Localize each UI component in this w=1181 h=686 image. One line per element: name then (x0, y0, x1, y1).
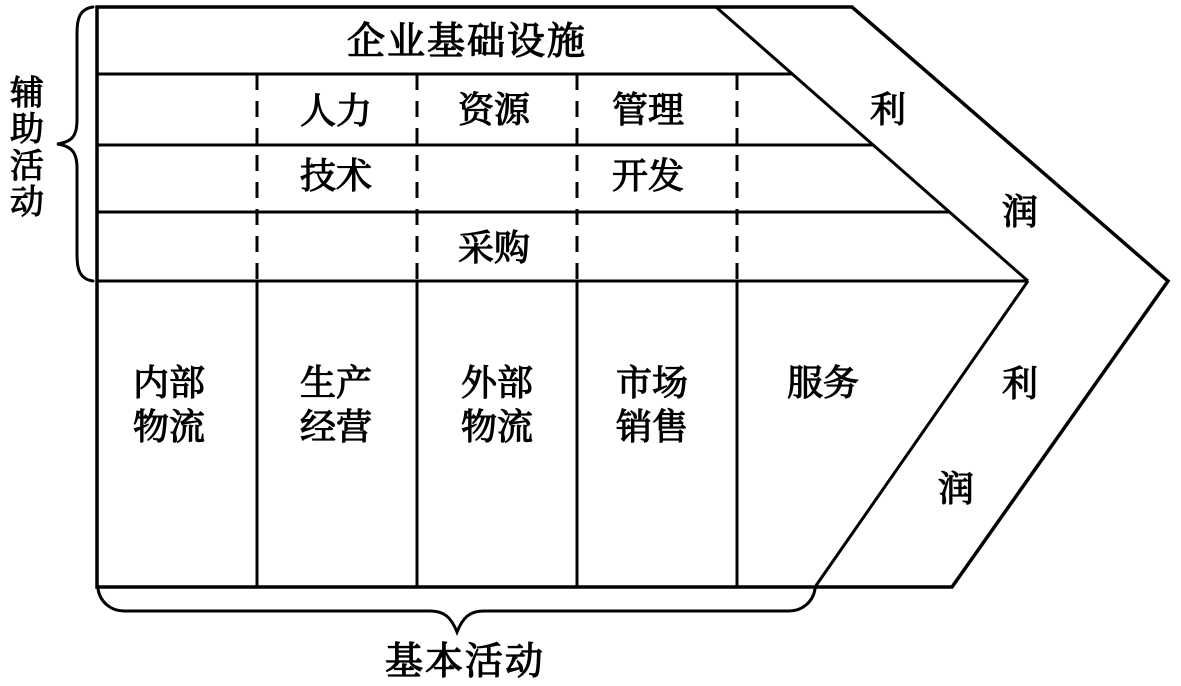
cell-inbound-logistics-line2: 物流 (132, 407, 206, 447)
cell-marketing-line2: 销售 (615, 407, 689, 447)
margin-top-char2: 润 (1001, 192, 1039, 232)
margin-bottom-char2: 润 (937, 469, 975, 509)
cell-hr-part2: 资源 (457, 90, 531, 130)
margin-band-labels (870, 90, 1038, 509)
cell-marketing-line1: 市场 (615, 363, 689, 403)
cell-infrastructure: 企业基础设施 (346, 21, 588, 63)
cell-operations-line1: 生产 (299, 363, 373, 403)
support-label-char2: 助 (10, 111, 44, 149)
cell-service: 服务 (786, 363, 860, 403)
cell-procurement: 采购 (457, 228, 531, 268)
cell-tech-part2: 开发 (611, 156, 685, 196)
cell-hr-part1: 人力 (299, 91, 373, 131)
support-label-char1: 辅 (10, 75, 44, 113)
support-label-char4: 动 (10, 184, 44, 222)
cell-tech-part1: 技术 (299, 156, 373, 196)
margin-bottom-char1: 利 (1001, 364, 1039, 404)
support-activities-label (10, 75, 44, 222)
cell-operations-line2: 经营 (299, 407, 373, 447)
primary-brace (98, 589, 815, 632)
support-brace (57, 7, 93, 281)
support-label-char3: 活 (10, 148, 44, 186)
inner-diagonal-bottom (815, 281, 1028, 587)
cell-outbound-logistics-line1: 外部 (460, 363, 534, 403)
primary-column-labels (133, 362, 859, 447)
primary-activities-label: 基本活动 (384, 641, 546, 683)
cell-outbound-logistics-line2: 物流 (460, 407, 534, 447)
margin-top-char1: 利 (869, 90, 907, 130)
cell-inbound-logistics-line1: 内部 (132, 363, 206, 403)
cell-hr-part3: 管理 (611, 90, 685, 130)
